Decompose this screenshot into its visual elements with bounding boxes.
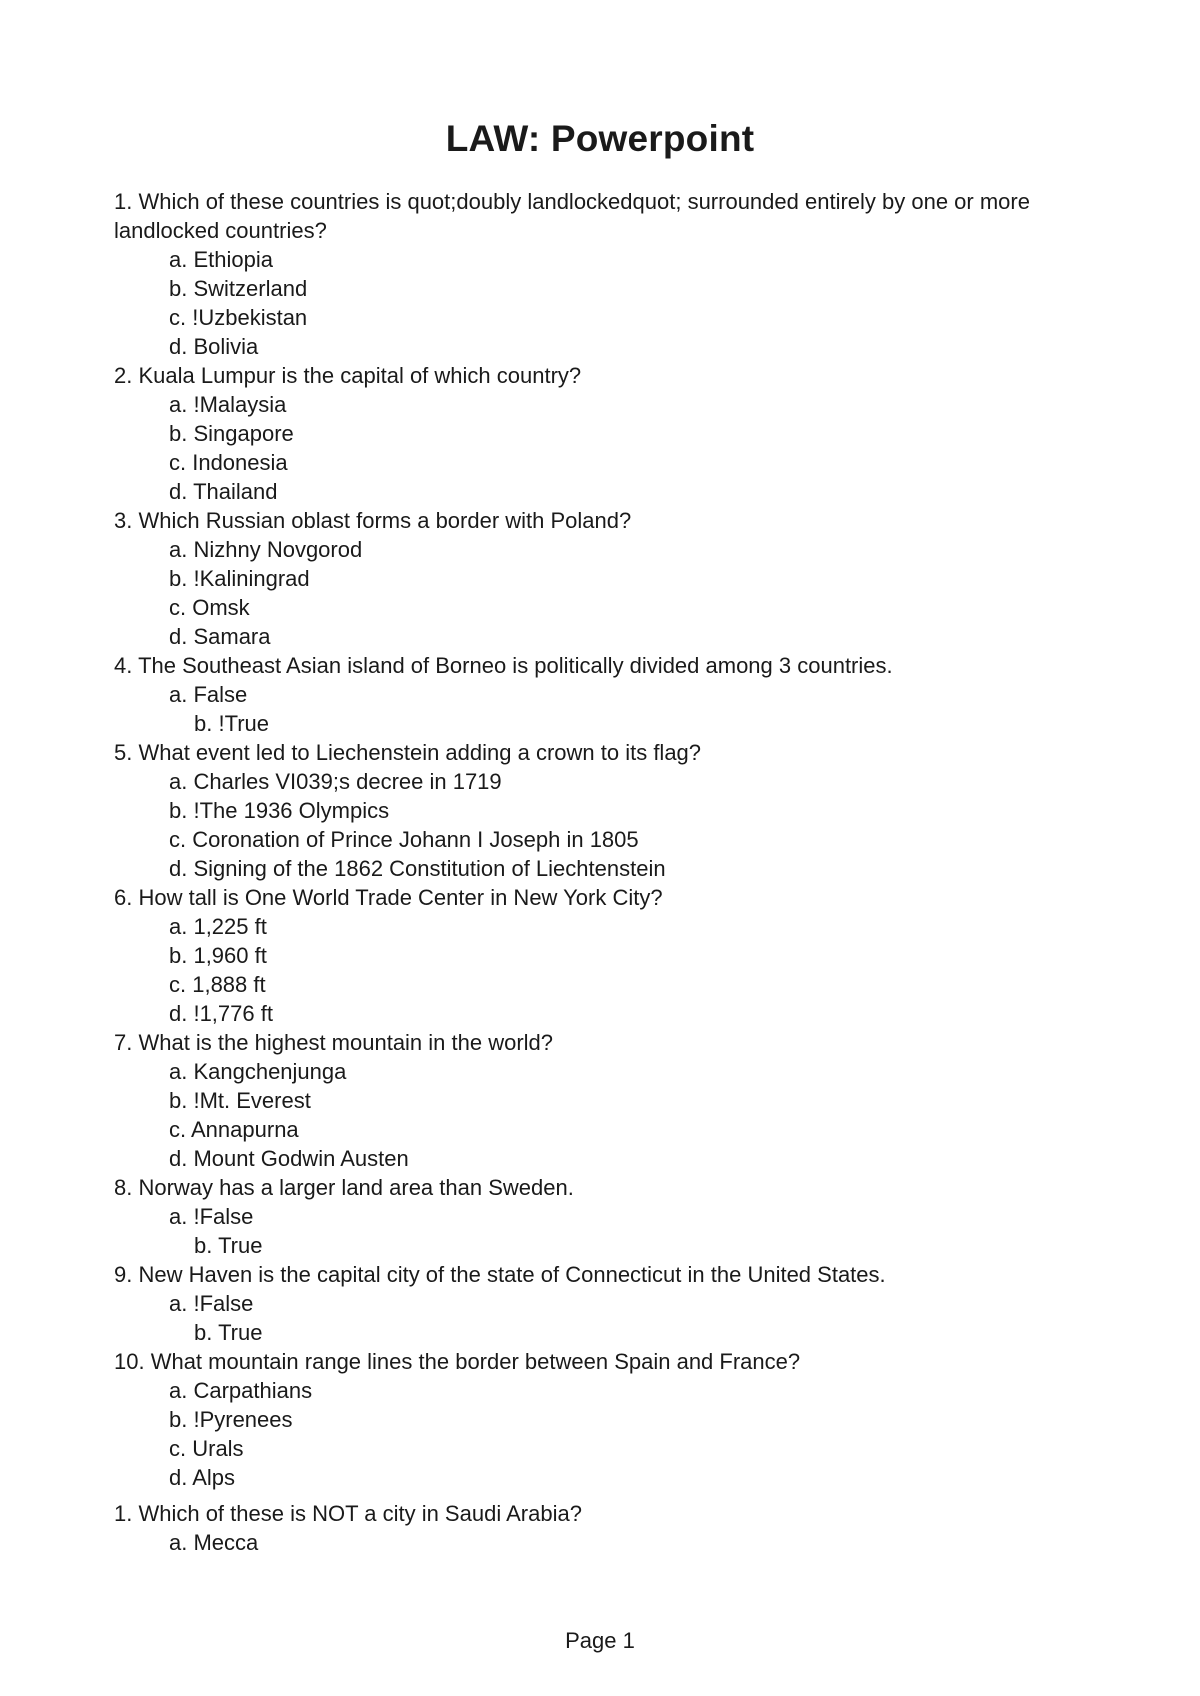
question-text: 1. Which of these countries is quot;doubly landlockedquot; surrounded entirely by one or more landlocked countries? [114, 189, 1030, 243]
answer-option: a. Kangchenjunga [169, 1059, 347, 1084]
question-text: 4. The Southeast Asian island of Borneo is politically divided among 3 countries. [114, 653, 893, 678]
question-text: 1. Which of these is NOT a city in Saudi Arabia? [114, 1501, 582, 1526]
answer-option: d. Samara [169, 624, 271, 649]
answer-option: a. Charles VI039;s decree in 1719 [169, 769, 502, 794]
answer-option: a. Ethiopia [169, 247, 273, 272]
question-block [114, 187, 1074, 361]
answer-option: d. Thailand [169, 479, 278, 504]
answer-option: c. Indonesia [169, 450, 288, 475]
answer-option: a. 1,225 ft [169, 914, 267, 939]
answer-option: a. !False [169, 1204, 254, 1229]
answer-option: a. Carpathians [169, 1378, 313, 1403]
question-text: 6. How tall is One World Trade Center in New York City? [114, 885, 663, 910]
answer-option: b. True [194, 1320, 263, 1345]
question-block [114, 506, 1074, 651]
question-block [114, 1347, 1074, 1492]
answer-option: c. 1,888 ft [169, 972, 266, 997]
answer-option: d. Bolivia [169, 334, 259, 359]
answer-option: d. Mount Godwin Austen [169, 1146, 409, 1171]
question-text: 2. Kuala Lumpur is the capital of which country? [114, 363, 582, 388]
question-block [114, 738, 1074, 883]
question-text: 10. What mountain range lines the border between Spain and France? [114, 1349, 801, 1374]
answer-option: b. !Pyrenees [169, 1407, 293, 1432]
answer-option: b. !The 1936 Olympics [169, 798, 390, 823]
question-block [114, 1173, 1074, 1260]
answer-option: a. Mecca [169, 1530, 259, 1555]
answer-option: b. Singapore [169, 421, 294, 446]
answer-option: d. !1,776 ft [169, 1001, 273, 1026]
question-text: 8. Norway has a larger land area than Sweden. [114, 1175, 574, 1200]
question-text: 5. What event led to Liechenstein adding a crown to its flag? [114, 740, 702, 765]
question-text: 7. What is the highest mountain in the world? [114, 1030, 554, 1055]
question-block [114, 1028, 1074, 1173]
answer-option: c. Urals [169, 1436, 244, 1461]
answer-option: c. !Uzbekistan [169, 305, 308, 330]
answer-option: c. Omsk [169, 595, 250, 620]
answer-option: a. Nizhny Novgorod [169, 537, 363, 562]
question-block [114, 1499, 1074, 1557]
question-list [114, 187, 1074, 1557]
question-block [114, 1260, 1074, 1347]
answer-option: b. True [194, 1233, 263, 1258]
answer-option: b. 1,960 ft [169, 943, 267, 968]
answer-option: a. False [169, 682, 248, 707]
question-block [114, 361, 1074, 506]
question-block [114, 883, 1074, 1028]
answer-option: c. Annapurna [169, 1117, 299, 1142]
page-title: LAW: Powerpoint [445, 118, 755, 159]
question-block [114, 651, 1074, 738]
question-text: 3. Which Russian oblast forms a border with Poland? [114, 508, 632, 533]
answer-option: a. !Malaysia [169, 392, 287, 417]
answer-option: d. Signing of the 1862 Constitution of Liechtenstein [169, 856, 666, 881]
answer-option: b. Switzerland [169, 276, 308, 301]
answer-option: b. !Mt. Everest [169, 1088, 311, 1113]
question-text: 9. New Haven is the capital city of the state of Connecticut in the United States. [114, 1262, 886, 1287]
page-number: Page 1 [565, 1628, 635, 1653]
answer-option: c. Coronation of Prince Johann I Joseph in 1805 [169, 827, 639, 852]
answer-option: a. !False [169, 1291, 254, 1316]
answer-option: d. Alps [169, 1465, 236, 1490]
answer-option: b. !Kaliningrad [169, 566, 310, 591]
answer-option: b. !True [194, 711, 269, 736]
